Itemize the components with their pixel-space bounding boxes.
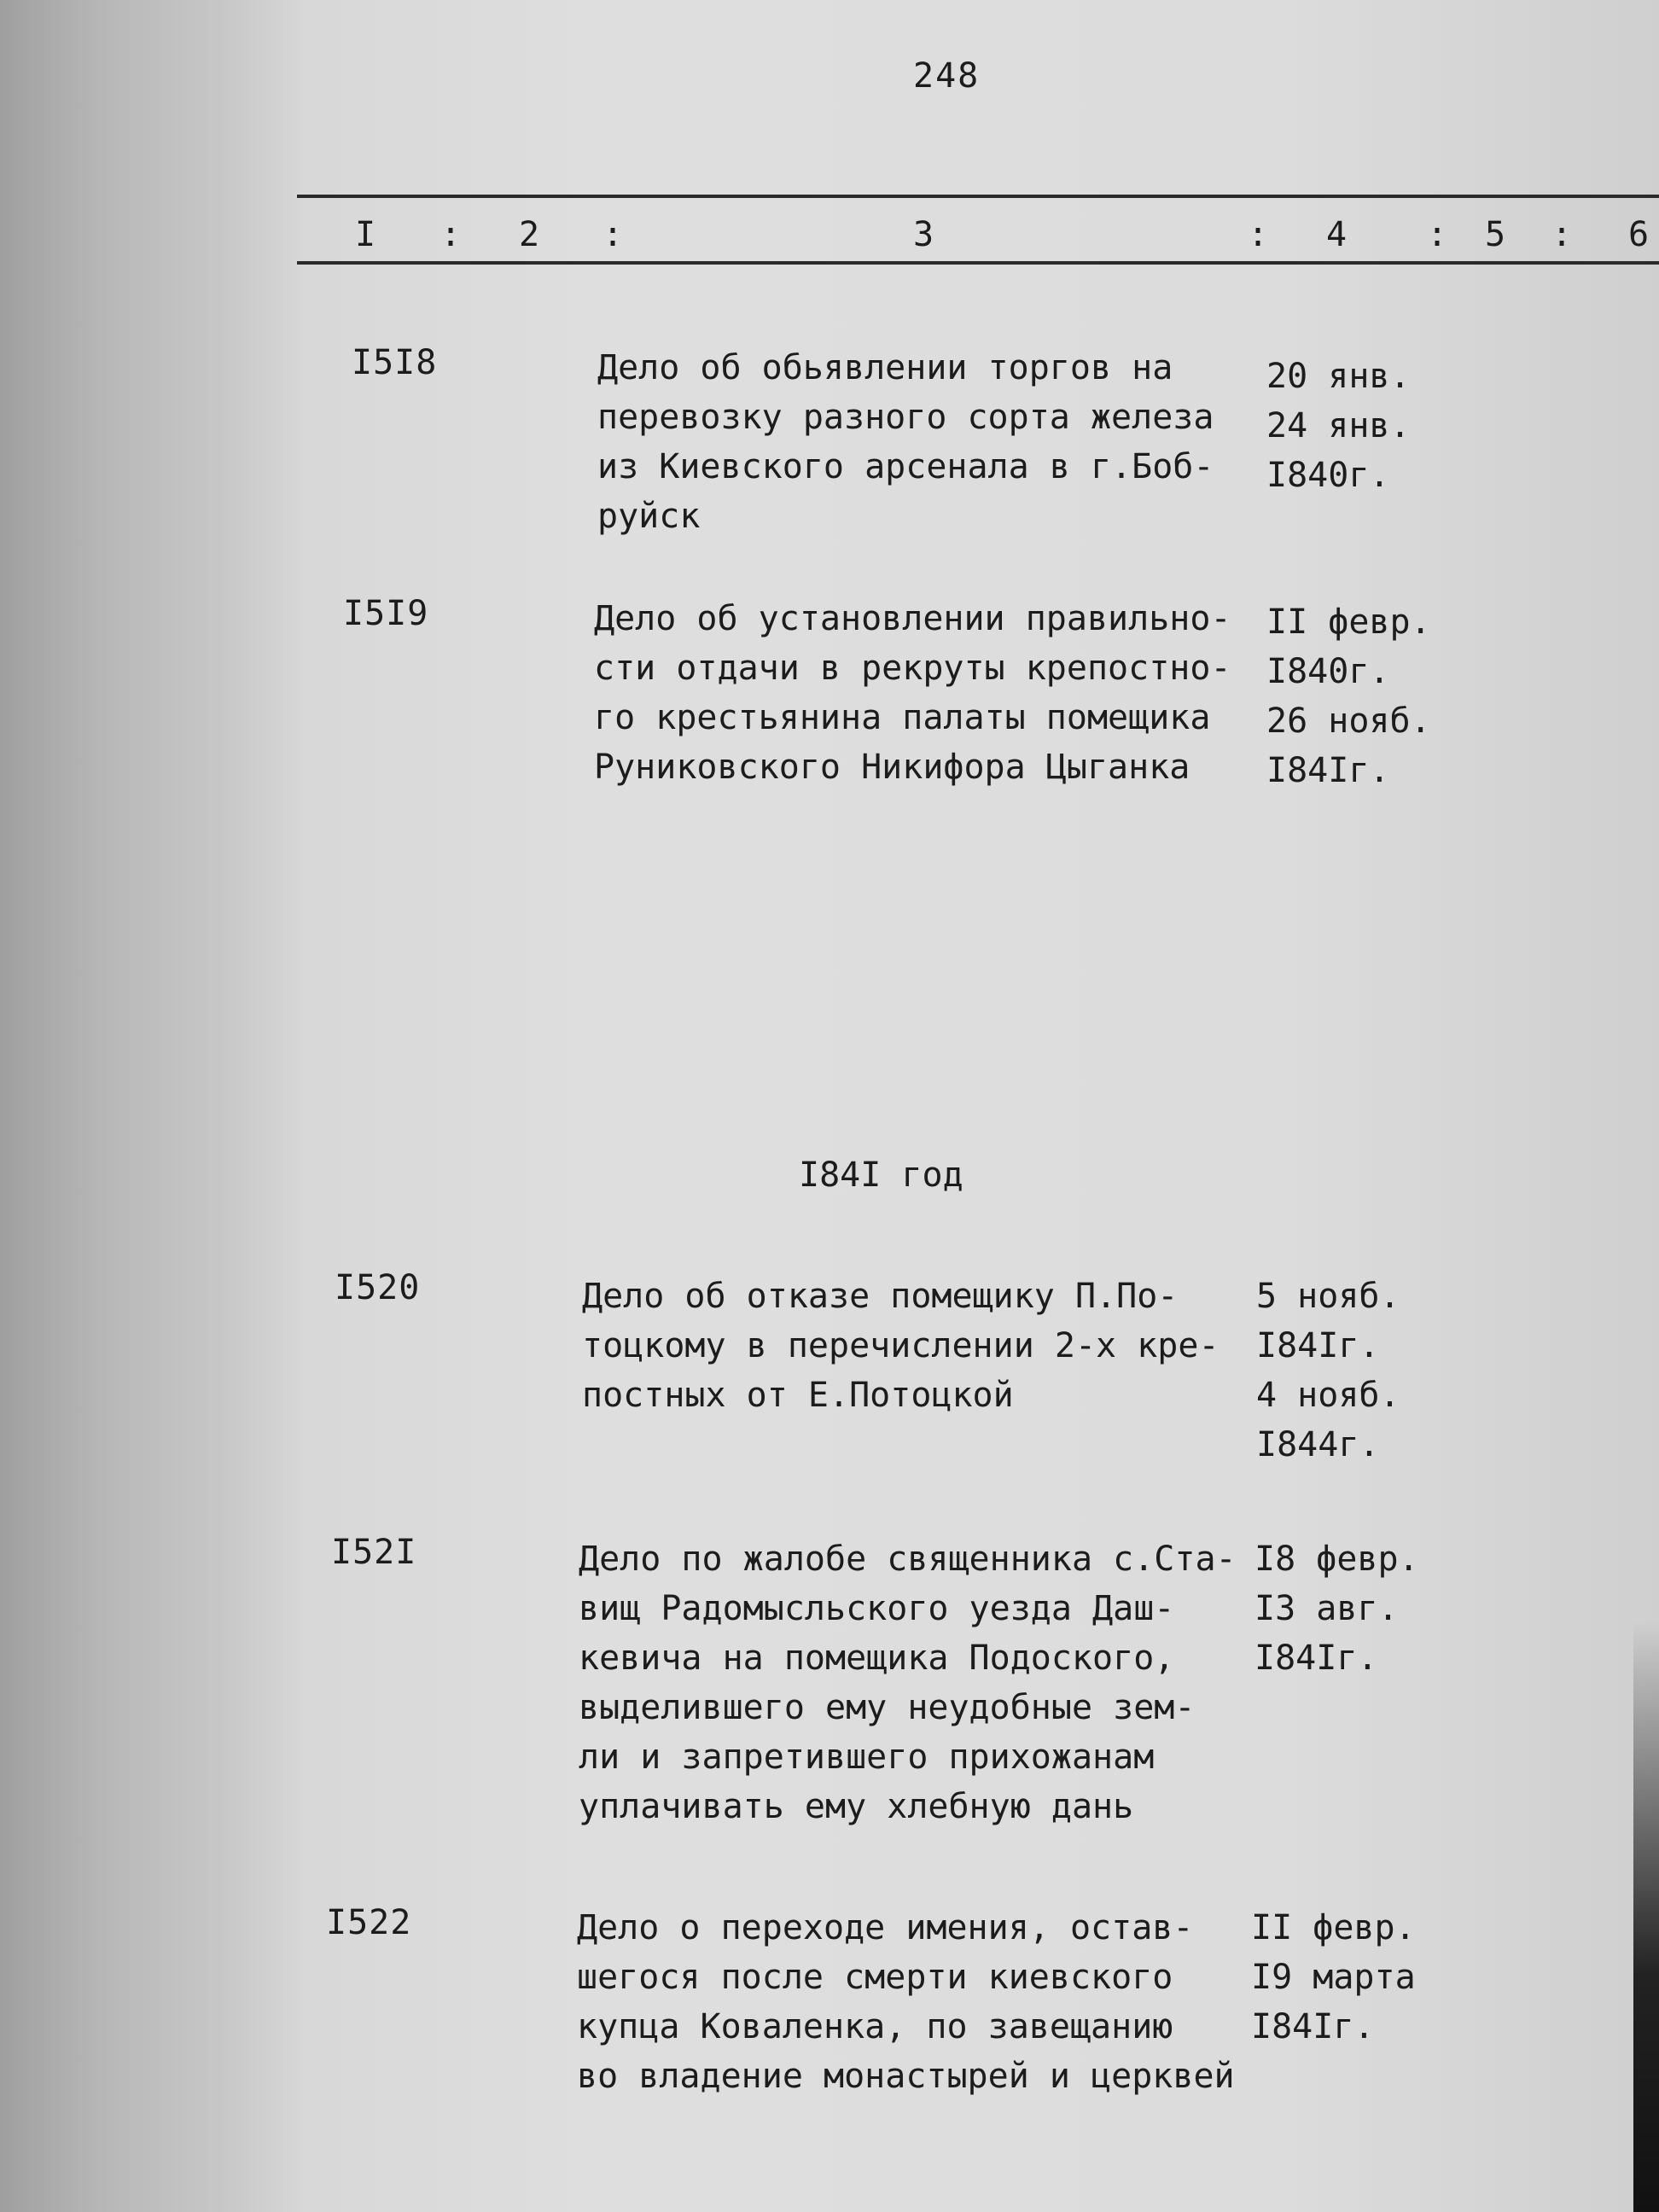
page-number: 248: [913, 56, 981, 96]
record-date-line: 4 нояб.: [1256, 1376, 1400, 1415]
record-dates: [1266, 352, 1411, 500]
record-number: I522: [326, 1903, 412, 1942]
record-description: [577, 1903, 1243, 2101]
column-separator: :: [440, 215, 462, 254]
column-separator: :: [1248, 215, 1269, 254]
record-text-line: шегося после смерти киевского: [577, 1958, 1173, 1997]
record-date-line: I84Iг.: [1256, 1326, 1380, 1365]
record-date-line: I84Iг.: [1266, 751, 1390, 790]
previous-page-edge: [0, 0, 299, 2212]
bleed-through-text: [589, 828, 608, 877]
record-date-line: I844г.: [1256, 1425, 1380, 1464]
table-header-top-rule: [297, 195, 1659, 198]
record-dates: [1266, 597, 1431, 795]
record-date-line: 26 нояб.: [1266, 701, 1431, 741]
record-text-line: постных от Е.Потоцкой: [582, 1376, 1014, 1415]
column-header-4: 4: [1326, 215, 1348, 254]
year-heading: I84I год: [799, 1155, 963, 1195]
record-text-line: Руниковского Никифора Цыганка: [594, 748, 1190, 787]
record-text-line: Дело о переходе имения, остав-: [577, 1908, 1194, 1947]
record-text-line: руйск: [597, 497, 701, 536]
record-text-line: из Киевского арсенала в г.Боб-: [597, 447, 1214, 486]
record-date-line: I84Iг.: [1254, 1639, 1378, 1678]
record-number: I5I8: [352, 343, 438, 382]
record-text-line: кевича на помещика Подоского,: [579, 1639, 1175, 1678]
record-text-line: сти отдачи в рекруты крепостно-: [594, 649, 1231, 688]
record-date-line: I84Iг.: [1251, 2007, 1375, 2046]
record-date-line: I8 февр.: [1254, 1540, 1419, 1579]
table-header-bottom-rule: [297, 261, 1659, 265]
record-number: I520: [335, 1268, 421, 1307]
record-text-line: выделившего ему неудобные зем-: [579, 1688, 1196, 1727]
record-date-line: II февр.: [1266, 602, 1431, 642]
column-separator: :: [1551, 215, 1573, 254]
record-text-line: во владение монастырей и церквей: [577, 2057, 1235, 2096]
record-text-line: тоцкому в перечислении 2-х кре-: [582, 1326, 1220, 1365]
record-number: I5I9: [343, 594, 429, 633]
record-dates: [1251, 1903, 1416, 2052]
column-header-3: 3: [913, 215, 934, 254]
record-number: I52I: [331, 1533, 417, 1572]
record-text-line: купца Коваленка, по завещанию: [577, 2007, 1173, 2046]
record-text-line: Дело об отказе помещику П.По-: [582, 1277, 1179, 1316]
record-text-line: Дело об установлении правильно-: [594, 599, 1231, 638]
record-description: [582, 1272, 1248, 1420]
record-description: [579, 1534, 1244, 1831]
record-date-line: 20 янв.: [1266, 357, 1411, 396]
record-text-line: Дело по жалобе священника с.Ста-: [579, 1540, 1237, 1579]
record-text-line: Дело об обьявлении торгов на: [597, 348, 1173, 387]
record-date-line: 5 нояб.: [1256, 1277, 1400, 1316]
record-dates: [1256, 1272, 1400, 1470]
record-date-line: I3 авг.: [1254, 1589, 1399, 1628]
record-date-line: I840г.: [1266, 652, 1390, 691]
column-separator: :: [602, 215, 624, 254]
column-header-6: 6: [1628, 215, 1650, 254]
record-text-line: перевозку разного сорта железа: [597, 398, 1214, 437]
record-dates: [1254, 1534, 1419, 1683]
record-description: [594, 594, 1260, 792]
record-text-line: го крестьянина палаты помещика: [594, 698, 1211, 737]
record-date-line: I840г.: [1266, 456, 1390, 495]
record-date-line: I9 марта: [1251, 1958, 1416, 1997]
record-text-line: ли и запретившего прихожанам: [579, 1738, 1155, 1777]
record-description: [597, 343, 1263, 541]
column-header-2: 2: [519, 215, 540, 254]
column-header-1: I: [355, 215, 376, 254]
column-separator: :: [1427, 215, 1448, 254]
record-text-line: вищ Радомысльского уезда Даш-: [579, 1589, 1175, 1628]
record-date-line: 24 янв.: [1266, 406, 1411, 445]
column-header-5: 5: [1485, 215, 1506, 254]
record-text-line: уплачивать ему хлебную дань: [579, 1787, 1134, 1826]
scan-shadow: [1633, 1621, 1659, 2212]
record-date-line: II февр.: [1251, 1908, 1416, 1947]
